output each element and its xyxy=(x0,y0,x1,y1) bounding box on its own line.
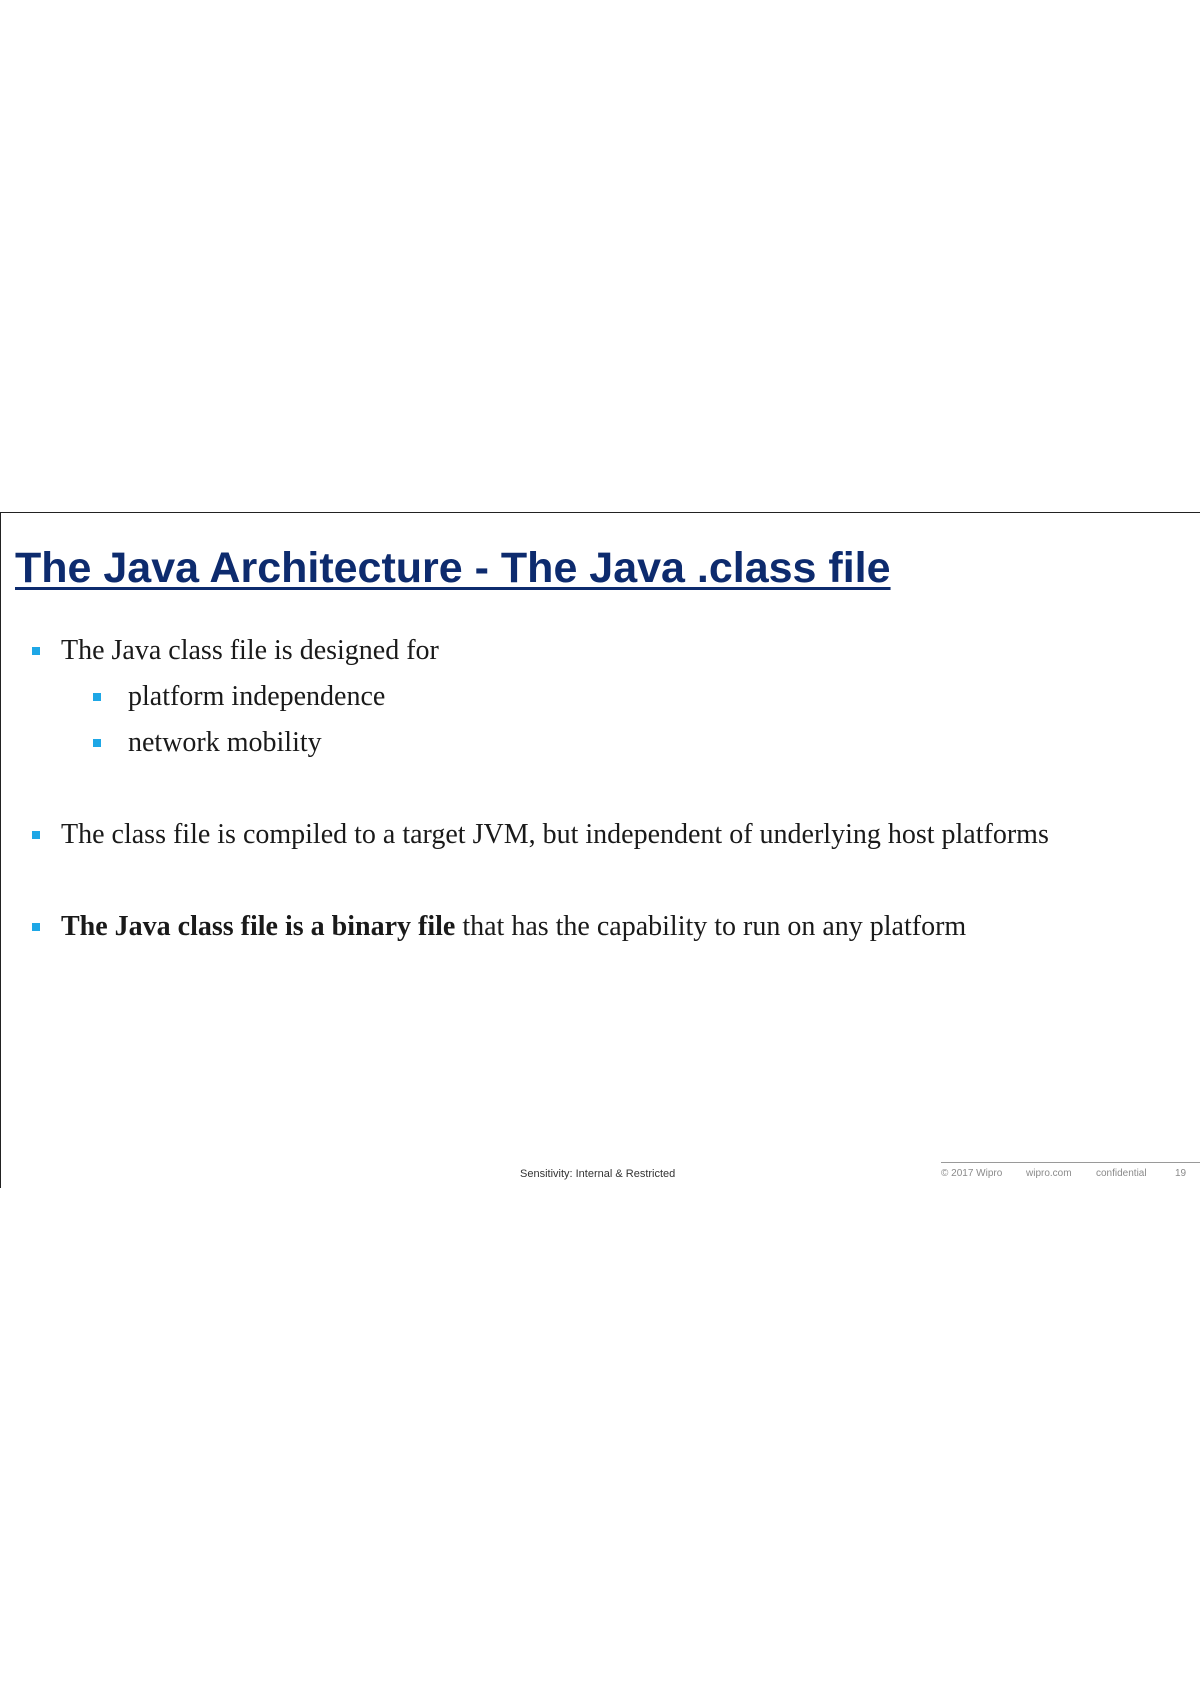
bullet-text: The class file is compiled to a target JVM, but independent of underlying host platforms xyxy=(61,819,1049,850)
square-bullet-icon xyxy=(93,693,101,701)
slide xyxy=(0,512,1200,1188)
square-bullet-icon xyxy=(32,923,40,931)
sub-bullet-text: platform independence xyxy=(128,681,386,712)
page-number: 19 xyxy=(1175,1168,1187,1179)
slide-title: The Java Architecture - The Java .class file xyxy=(15,544,891,592)
bullet-item xyxy=(32,819,1049,851)
footer-website: wipro.com xyxy=(1026,1168,1072,1179)
bullet-item xyxy=(32,911,966,943)
footer-confidential: confidential xyxy=(1096,1168,1147,1179)
footer-divider xyxy=(941,1162,1200,1163)
bullet-bold-text: The Java class file is a binary file xyxy=(61,911,456,942)
bullet-text: that has the capability to run on any platform xyxy=(455,911,967,942)
bullet-text: The Java class file is designed for xyxy=(61,635,439,666)
sub-bullet-item xyxy=(93,681,385,713)
footer-copyright: © 2017 Wipro xyxy=(941,1168,1003,1179)
square-bullet-icon xyxy=(32,831,40,839)
sub-bullet-item xyxy=(93,727,322,759)
bullet-item xyxy=(32,635,439,667)
sensitivity-label: Sensitivity: Internal & Restricted xyxy=(520,1168,676,1180)
square-bullet-icon xyxy=(93,739,101,747)
sub-bullet-text: network mobility xyxy=(128,727,322,758)
square-bullet-icon xyxy=(32,647,40,655)
